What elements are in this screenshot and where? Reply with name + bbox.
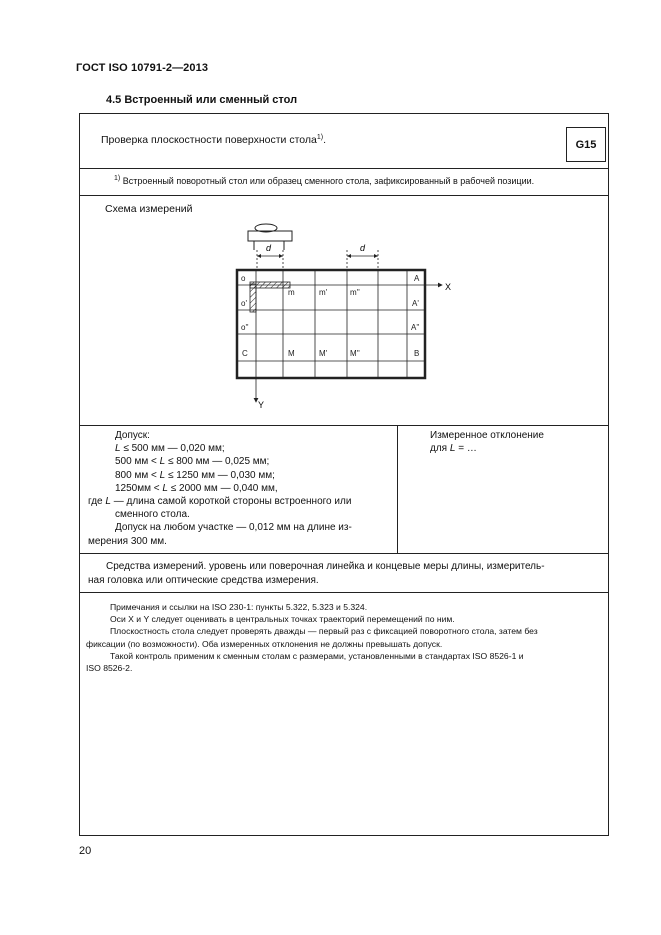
check-code-badge: G15 [566, 127, 606, 162]
note-line: фиксации (по возможности). Оба измеренных отклонения не должны превышать допуск. [86, 638, 443, 649]
y-axis-label: Y [258, 400, 265, 410]
tolerance-line: где L — длина самой короткой стороны встроенного или [88, 496, 352, 508]
point-label-M1: M' [319, 349, 328, 358]
column-divider [397, 425, 398, 553]
measuring-instruments: Средства измерений. уровень или поверочная линейка и концевые меры длины, измеритель- ная головка или оптические средства измерения. [88, 561, 545, 586]
dimension-d-left [257, 250, 283, 270]
point-label-o2: o'' [241, 323, 249, 332]
row-divider [80, 195, 608, 196]
measurement-diagram [220, 214, 470, 414]
point-label-M2: M'' [350, 349, 360, 358]
point-label-A1: A' [412, 299, 419, 308]
footnote: $^{1)}$ Встроенный поворотный стол или образец сменного стола, зафиксированный в рабочей позиции. [114, 175, 535, 186]
tolerance-heading: Допуск: [115, 430, 150, 441]
tolerance-line: 1250мм < L ≤ 2000 мм — 0,040 мм, [115, 482, 278, 494]
row-divider [80, 592, 608, 593]
measured-deviation: Измеренное отклонение для L = … [430, 430, 544, 455]
tolerance-line: Допуск на любом участке — 0,012 мм на длине из- [115, 522, 352, 534]
check-description: Проверка плоскостности поверхности стола$^{1)}$. [101, 134, 327, 146]
point-label-B: B [414, 349, 420, 358]
point-label-o1: o' [241, 299, 247, 308]
page-number: 20 [79, 845, 92, 857]
tolerance-line: сменного стола. [115, 509, 190, 521]
document-header: ГОСТ ISO 10791-2—2013 [76, 62, 209, 74]
note-line: Такой контроль применим к сменным столам с размерами, установленными в стандартах ISO 8526-1 и [110, 650, 524, 661]
level-position-y [250, 284, 256, 312]
diagram-title: Схема измерений [105, 203, 193, 215]
point-label-M: M [288, 349, 295, 358]
tolerance-line: 500 мм < L ≤ 800 мм — 0,025 мм; [115, 456, 270, 468]
note-line: Примечания и ссылки на ISO 230-1: пункты 5.322, 5.323 и 5.324. [110, 602, 368, 612]
notes-block [86, 601, 604, 674]
point-label-m1: m' [319, 288, 328, 297]
row-divider [80, 168, 608, 169]
dimension-d-label: d [360, 243, 366, 253]
dimension-d-right [347, 250, 378, 270]
point-label-m2: m'' [350, 288, 360, 297]
point-label-A2: A'' [411, 323, 420, 332]
note-line: ISO 8526-2. [86, 663, 133, 674]
x-axis-label: X [445, 282, 452, 292]
point-label-o: o [241, 274, 246, 283]
dimension-d-label: d [266, 243, 272, 253]
tolerance-block [88, 429, 392, 548]
row-divider [80, 553, 608, 554]
note-line: Оси X и Y следует оценивать в центральных точках траекторий перемещений по ним. [110, 614, 455, 625]
section-title: 4.5 Встроенный или сменный стол [106, 94, 298, 106]
specification-table [79, 113, 609, 836]
row-divider [80, 425, 608, 426]
note-line: Плоскостность стола следует проверять дважды — первый раз с фиксацией поворотного стола, затем без [110, 626, 538, 637]
tolerance-line: L ≤ 500 мм — 0,020 мм; [115, 443, 225, 455]
point-label-A: A [414, 274, 420, 283]
tolerance-line: мерения 300 мм. [88, 535, 167, 547]
point-label-m: m [288, 288, 295, 297]
tolerance-line: 800 мм < L ≤ 1250 мм — 0,030 мм; [115, 469, 275, 481]
point-label-C: C [242, 349, 248, 358]
